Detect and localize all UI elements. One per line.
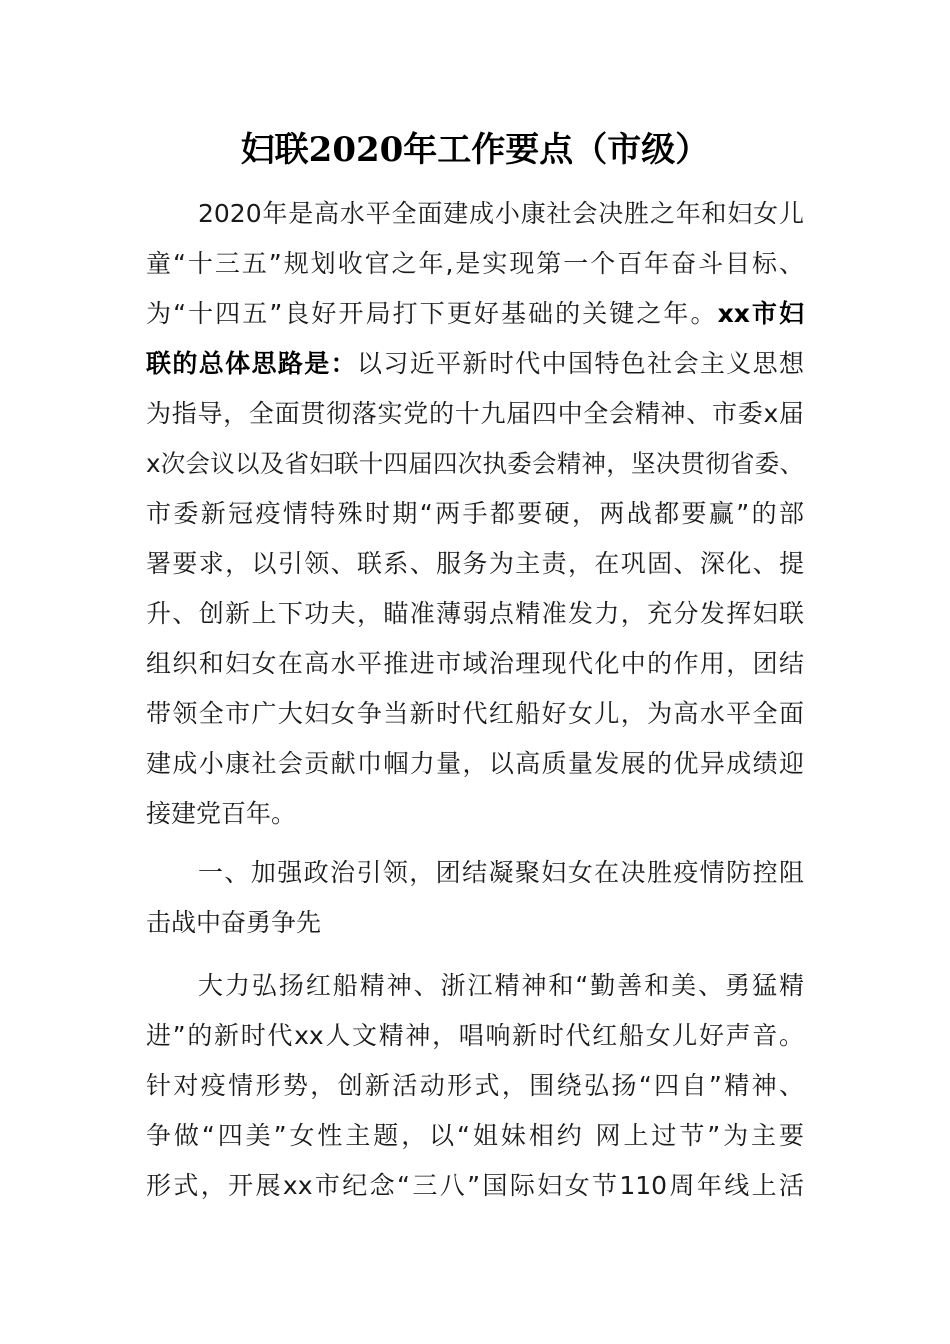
- section-1-heading-line-2: 击战中奋勇争先: [146, 908, 322, 937]
- intro-line-5: 为指导，全面贯彻落实党的十九届四中全会精神、市委x届: [146, 399, 804, 428]
- intro-line-2: 童“十三五”规划收官之年,是实现第一个百年奋斗目标、: [146, 249, 804, 278]
- intro-line-11: 带领全市广大妇女争当新时代红船好女儿，为高水平全面: [146, 699, 804, 728]
- intro-line-4-bold: 联的总体思路是：: [146, 349, 357, 378]
- intro-line-1: 2020年是高水平全面建成小康社会决胜之年和妇女儿: [198, 199, 804, 228]
- section-1-heading-line-1: 一、加强政治引领，团结凝聚妇女在决胜疫情防控阻: [198, 858, 804, 887]
- para-2-line-2: 进”的新时代xx人文精神，唱响新时代红船女儿好声音。: [146, 1021, 804, 1050]
- intro-line-6: x次会议以及省妇联十四届四次执委会精神，坚决贯彻省委、: [146, 449, 804, 478]
- document-title: 妇联2020年工作要点（市级）: [240, 130, 710, 170]
- intro-line-4-text: 以习近平新时代中国特色社会主义思想: [357, 349, 804, 378]
- para-2-line-4: 争做“四美”女性主题，以“姐妹相约 网上过节”为主要: [146, 1121, 804, 1150]
- intro-line-9: 升、创新上下功夫，瞄准薄弱点精准发力，充分发挥妇联: [146, 599, 804, 628]
- intro-line-3: [146, 294, 804, 334]
- intro-line-13: 接建党百年。: [146, 799, 297, 828]
- intro-line-4: [146, 344, 804, 384]
- intro-line-3-text: 为“十四五”良好开局打下更好基础的关键之年。: [146, 299, 718, 328]
- intro-line-3-bold: xx市妇: [717, 299, 804, 328]
- para-2-line-1: 大力弘扬红船精神、浙江精神和“勤善和美、勇猛精: [198, 971, 804, 1000]
- intro-line-10: 组织和妇女在高水平推进市域治理现代化中的作用，团结: [146, 649, 804, 678]
- para-2-line-3: 针对疫情形势，创新活动形式，围绕弘扬“四自”精神、: [146, 1071, 804, 1100]
- intro-line-8: 署要求，以引领、联系、服务为主责，在巩固、深化、提: [146, 549, 804, 578]
- intro-line-7: 市委新冠疫情特殊时期“两手都要硬，两战都要赢”的部: [146, 499, 804, 528]
- intro-line-12: 建成小康社会贡献巾帼力量，以高质量发展的优异成绩迎: [146, 749, 804, 778]
- para-2-line-5: 形式，开展xx市纪念“三八”国际妇女节110周年线上活: [146, 1171, 804, 1200]
